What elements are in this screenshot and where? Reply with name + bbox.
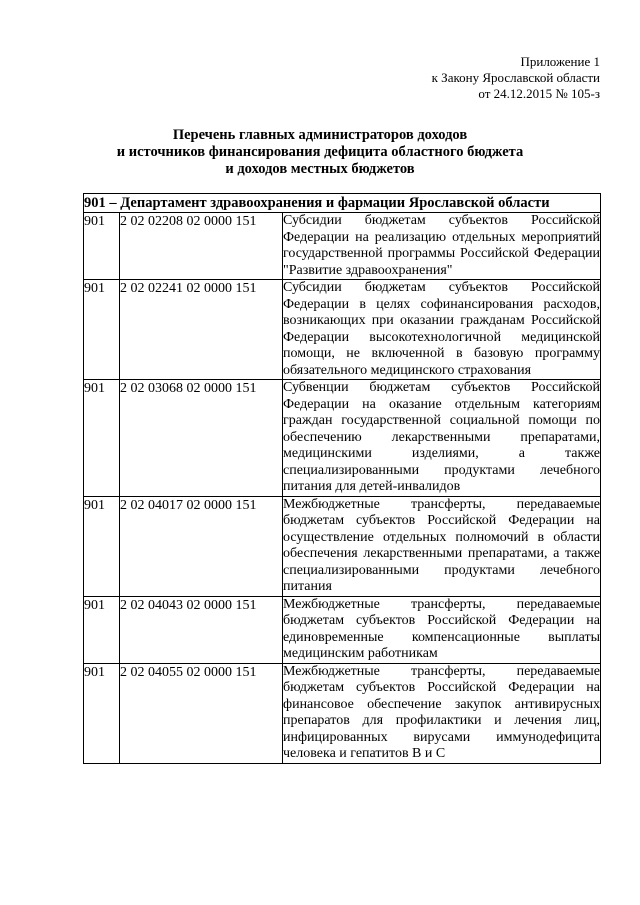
admin-code-cell: 901 [84,280,120,380]
revenue-name-cell: Субсидии бюджетам субъектов Российской Федерации в целях софинансирования расходов, возникающих при оказании гражданам Российской Федерации высокотехнологичной медицинской помощи, не включенной в базовую программу обязательного медицинского страхования [283,280,601,378]
revenue-code-cell: 2 02 02208 02 0000 151 [120,213,283,280]
admin-code-cell: 901 [84,380,120,497]
revenue-code-cell: 2 02 02241 02 0000 151 [120,280,283,380]
revenue-name-cell: Межбюджетные трансферты, передаваемые бюджетам субъектов Российской Федерации на осуществление отдельных полномочий в области обеспечения лекарственными препаратами, а также специализированными продуктами лечебного питания [283,496,601,594]
revenue-name-cell: Межбюджетные трансферты, передаваемые бюджетам субъектов Российской Федерации на единовременные компенсационные выплаты медицинским работникам [283,596,601,661]
table-row [84,380,601,497]
appendix-date: от 24.12.2015 № 105-з [478,86,600,101]
table-row [84,213,601,280]
table-row [84,496,601,596]
title-line-2: и источников финансирования дефицита областного бюджета [116,144,524,160]
table-row [84,596,601,663]
appendix-law: к Закону Ярославской области [431,70,600,85]
administrators-table [83,193,601,764]
title-line-1: Перечень главных администраторов доходов [172,127,468,143]
department-row [84,194,601,213]
admin-code-cell: 901 [84,596,120,663]
admin-code-cell: 901 [84,496,120,596]
revenue-name-cell: Межбюджетные трансферты, передаваемые бюджетам субъектов Российской Федерации на финансовое обеспечение закупок антивирусных препаратов для профилактики и лечения лиц, инфицированных вирусами иммунодефицита человека и гепатитов В и С [283,663,601,761]
admin-code-cell: 901 [84,213,120,280]
department-header: 901 – Департамент здравоохранения и фармации Ярославской области [84,194,601,213]
appendix-header [300,54,600,102]
admin-code-cell: 901 [84,663,120,763]
revenue-code-cell: 2 02 03068 02 0000 151 [120,380,283,497]
revenue-code-cell: 2 02 04055 02 0000 151 [120,663,283,763]
table-row [84,280,601,380]
document-title [40,127,600,178]
revenue-name-cell: Субвенции бюджетам субъектов Российской Федерации на оказание отдельным категориям граждан государственной социальной помощи по обеспечению лекарственными препаратами, медицинскими изделиями, а также специализированными продуктами лечебного питания для детей-инвалидов [283,380,601,494]
revenue-code-cell: 2 02 04043 02 0000 151 [120,596,283,663]
revenue-name-cell: Субсидии бюджетам субъектов Российской Федерации на реализацию отдельных мероприятий государственной программы Российской Федерации "Развитие здравоохранения" [283,213,601,278]
revenue-code-cell: 2 02 04017 02 0000 151 [120,496,283,596]
appendix-number: Приложение 1 [520,54,600,69]
table-row [84,663,601,763]
title-line-3: и доходов местных бюджетов [225,161,415,177]
